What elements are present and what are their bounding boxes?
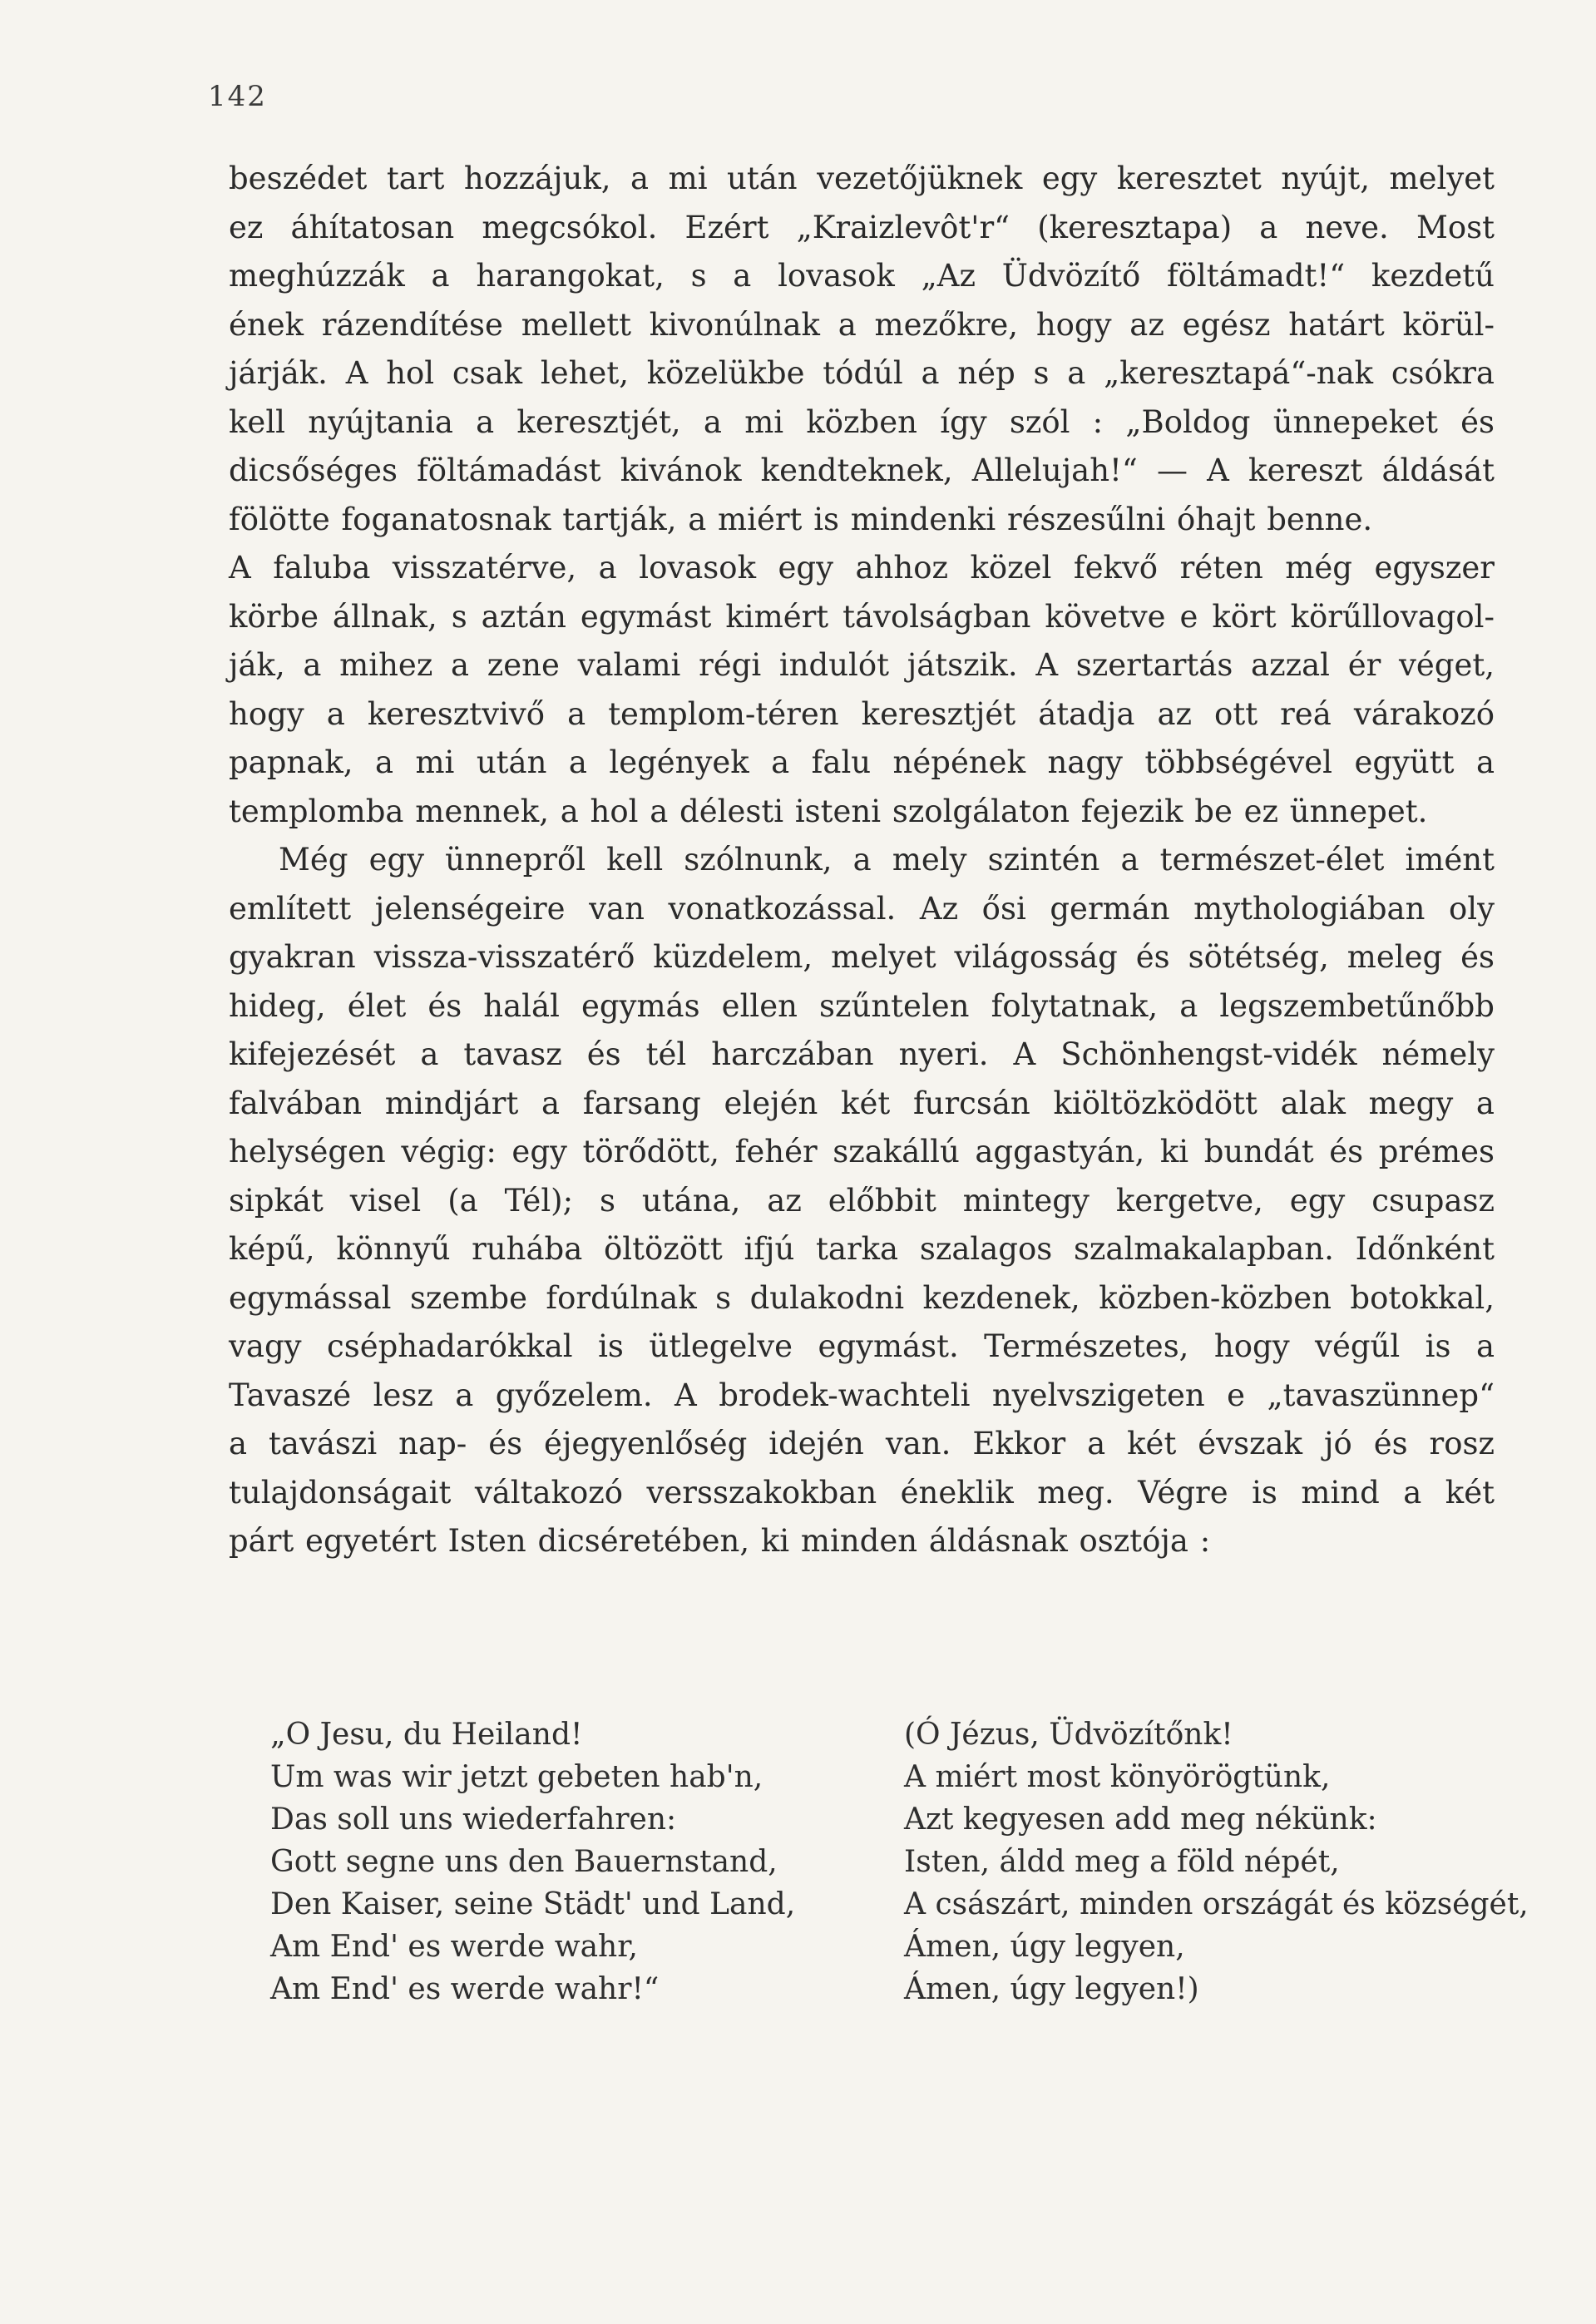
text-line: falvában mindjárt a farsang elején két furcsán kiöltözködött alak megy a (229, 1085, 1495, 1121)
text-line: meghúzzák a harangokat, s a lovasok „Az Üdvözítő föltámadt!“ kezdetű (229, 258, 1495, 294)
verse-line: A miért most könyörögtünk, (904, 1760, 1331, 1794)
text-line: járják. A hol csak lehet, közelükbe tódúl a nép s a „keresztapá“-nak csókra (229, 355, 1495, 391)
text-line: ének rázendítése mellett kivonúlnak a mezőkre, hogy az egész határt körül- (229, 306, 1495, 343)
text-line: Tavaszé lesz a győzelem. A brodek-wachteli nyelvszigeten e „tavaszünnep“ (229, 1377, 1495, 1413)
text-line: fölötte foganatosnak tartják, a miért is mindenki részesűlni óhajt benne. (229, 501, 1373, 537)
text-line: papnak, a mi után a legények a falu népének nagy többségével együtt a (229, 744, 1495, 780)
text-line: templomba mennek, a hol a délesti isteni szolgálaton fejezik be ez ünnepet. (229, 793, 1428, 829)
text-line: tulajdonságait váltakozó versszakokban éneklik meg. Végre is mind a két (229, 1474, 1495, 1511)
text-line: egymással szembe fordúlnak s dulakodni kezdenek, közben-közben botokkal, (229, 1279, 1495, 1316)
page-number: 142 (208, 80, 267, 113)
verse-line: Gott segne uns den Bauernstand, (270, 1845, 778, 1879)
verse-line: Am End' es werde wahr, (270, 1930, 638, 1964)
text-line: beszédet tart hozzájuk, a mi után vezetőjüknek egy keresztet nyújt, melyet (229, 161, 1495, 196)
text-line: ez áhítatosan megcsókol. Ezért „Kraizlevôt'r“ (keresztapa) a neve. Most (229, 209, 1495, 245)
text-line: vagy cséphadarókkal is ütlegelve egymást. Természetes, hogy végűl is a (229, 1328, 1495, 1364)
body-text (229, 155, 1495, 1566)
text-line: párt egyetért Isten dicséretében, ki minden áldásnak osztója : (229, 1523, 1211, 1559)
verse-line: A császárt, minden országát és községét, (904, 1887, 1529, 1921)
verse-line: Den Kaiser, seine Städt' und Land, (270, 1887, 796, 1921)
text-line: kifejezését a tavasz és tél harczában nyeri. A Schönhengst-vidék némely (229, 1036, 1495, 1072)
verse-line: Isten, áldd meg a föld népét, (904, 1845, 1340, 1879)
text-line: képű, könnyű ruhába öltözött ifjú tarka szalagos szalmakalapban. Időnként (229, 1231, 1495, 1267)
verse-line: Ámen, úgy legyen, (904, 1930, 1185, 1964)
text-line: hogy a keresztvivő a templom-téren keresztjét átadja az ott reá várakozó (229, 695, 1495, 732)
text-line: helységen végig: egy törődött, fehér szakállú aggastyán, ki bundát és prémes (229, 1134, 1495, 1169)
text-line: gyakran vissza-visszatérő küzdelem, melyet világosság és sötétség, meleg és (229, 939, 1495, 975)
text-line: kell nyújtania a keresztjét, a mi közben így szól : „Boldog ünnepeket és (229, 403, 1495, 440)
text-line: említett jelenségeire van vonatkozással. Az ősi germán mythologiában oly (229, 890, 1495, 927)
text-line: a tavászi nap- és éjegyenlőség idején van. Ekkor a két évszak jó és rosz (229, 1426, 1495, 1461)
text-line: A faluba visszatérve, a lovasok egy ahhoz közel fekvő réten még egyszer (229, 550, 1495, 586)
verse-line: (Ó Jézus, Üdvözítőnk! (904, 1718, 1233, 1752)
verse-line: Azt kegyesen add meg nékünk: (904, 1802, 1377, 1837)
poem-hungarian (904, 1713, 1529, 2010)
verse-line: Ámen, úgy legyen!) (904, 1972, 1199, 2006)
verse-line: Um was wir jetzt gebeten hab'n, (270, 1760, 763, 1794)
text-line: Még egy ünnepről kell szólnunk, a mely szintén a természet-élet imént (279, 842, 1495, 878)
text-line: sipkát visel (a Tél); s utána, az előbbit mintegy kergetve, egy csupasz (229, 1182, 1495, 1219)
text-line: körbe állnak, s aztán egymást kimért távolságban követve e kört körűllovagol- (229, 598, 1495, 635)
verse-line: Das soll uns wiederfahren: (270, 1802, 677, 1837)
text-line: hideg, élet és halál egymás ellen szűntelen folytatnak, a legszembetűnőbb (229, 987, 1495, 1024)
text-line: dicsőséges föltámadást kivánok kendteknek, Allelujah!“ — A kereszt áldását (229, 452, 1495, 488)
column-divider (855, 1705, 856, 2038)
verse-line: „O Jesu, du Heiland! (270, 1718, 583, 1752)
poem-german (270, 1713, 795, 2010)
text-line: ják, a mihez a zene valami régi indulót játszik. A szertartás azzal ér véget, (229, 647, 1495, 683)
verse-line: Am End' es werde wahr!“ (270, 1972, 660, 2006)
